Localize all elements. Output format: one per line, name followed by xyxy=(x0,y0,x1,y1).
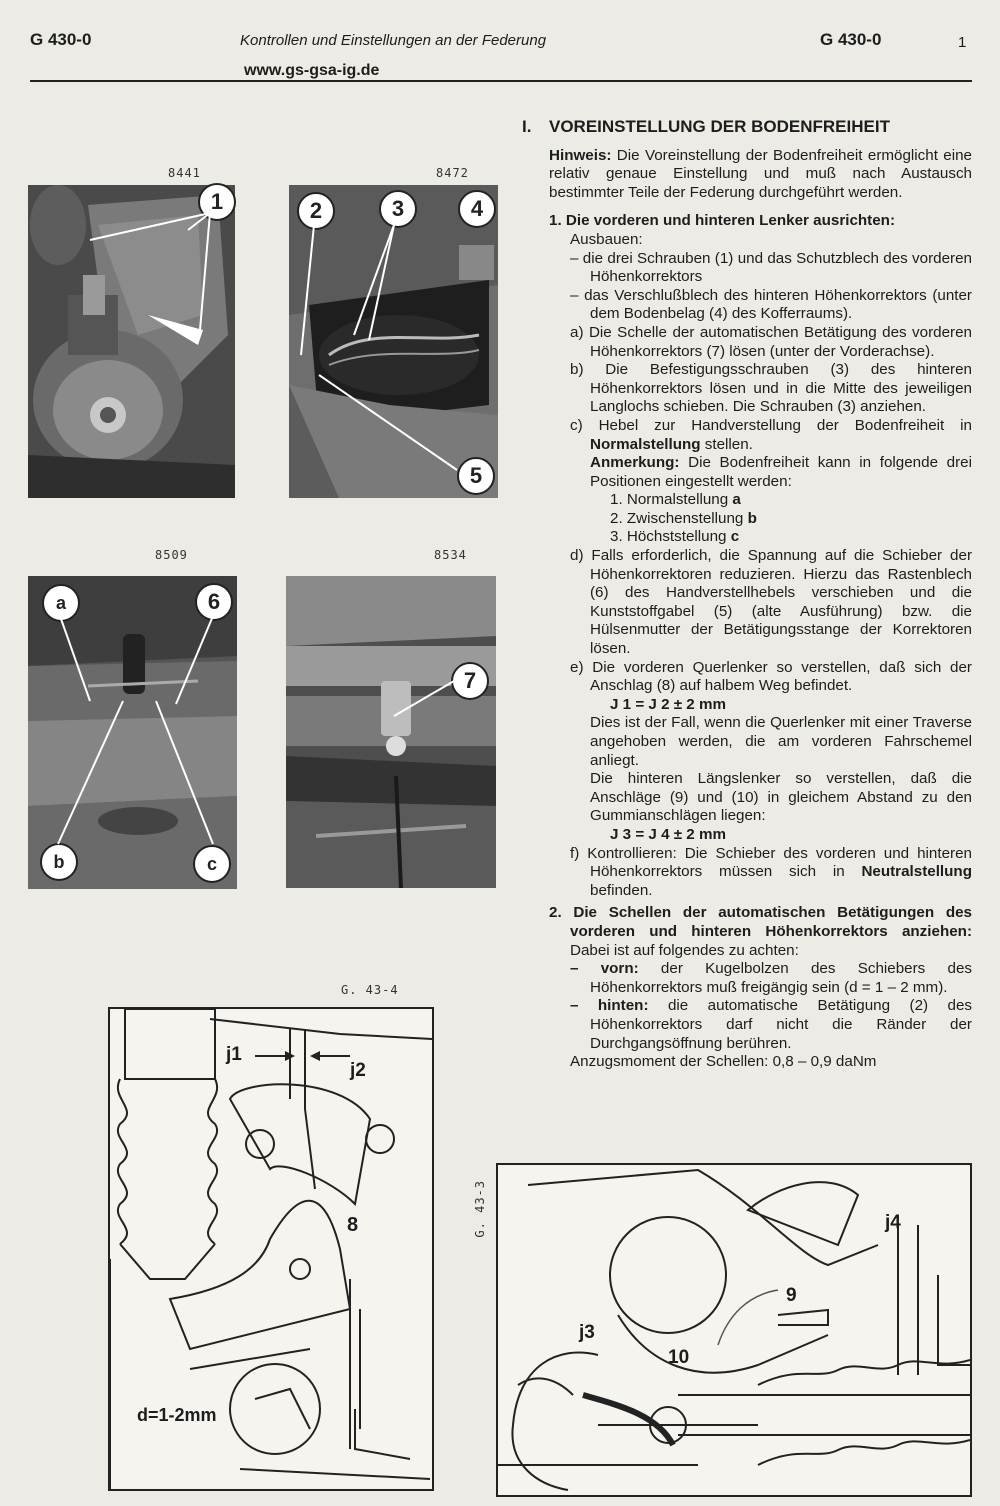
position-1-letter: a xyxy=(732,491,741,509)
arrows-j1-j2 xyxy=(250,1040,360,1070)
step-2-text: Dabei ist auf folgendes zu achten: xyxy=(570,941,799,959)
leader-lines-2 xyxy=(289,185,498,498)
callout-c: c xyxy=(193,845,231,883)
step-2-paragraph xyxy=(522,904,972,960)
label-9: 9 xyxy=(786,1285,797,1306)
header-rule xyxy=(30,80,972,82)
leader-lines-1 xyxy=(60,195,220,345)
position-3-letter: c xyxy=(730,528,740,546)
anmerkung-paragraph xyxy=(522,454,972,491)
vorn-text: der Kugelbolzen des Schiebers des Höhenkorrektors muß freigängig sein (d = 1 – 2 mm). xyxy=(590,960,972,996)
step-2-heading: 2. Die Schellen der automatischen Betätigungen des vorderen und hinteren Höhenkorrektors anziehen: xyxy=(549,904,972,940)
step-e: e) Die vorderen Querlenker so verstellen, daß sich der Anschlag (8) auf halbem Weg befindet. xyxy=(570,658,972,695)
callout-3: 3 xyxy=(379,190,417,228)
position-1 xyxy=(522,491,972,510)
instructions-column xyxy=(522,118,972,1072)
position-2 xyxy=(522,510,972,529)
photo-number-8472: 8472 xyxy=(436,166,469,180)
callout-5: 5 xyxy=(457,457,495,495)
photo-number-8509: 8509 xyxy=(155,548,188,562)
label-j2: j2 xyxy=(350,1060,366,1081)
hinten-text: die automatische Betätigung (2) des Höhenkorrektors darf nicht die Ränder der Durchgangsöffnung berühren. xyxy=(590,997,973,1052)
step-f-text: f) Kontrollieren: Die Schieber des vorderen und hinteren Höhenkorrektors müssen sich in xyxy=(570,844,972,881)
formula-j3-j4: J 3 = J 4 ± 2 mm xyxy=(610,825,726,843)
callout-6: 6 xyxy=(195,583,233,621)
step-f-bold: Neutralstellung xyxy=(861,863,972,881)
section-title: VOREINSTELLUNG DER BODENFREIHEIT xyxy=(549,117,890,136)
label-d: d=1-2mm xyxy=(137,1405,217,1425)
callout-1: 1 xyxy=(198,183,236,221)
doc-code-left: G 430-0 xyxy=(30,30,92,49)
step-f xyxy=(522,845,972,901)
label-j3: j3 xyxy=(579,1322,595,1343)
position-2-text: 2. Zwischenstellung xyxy=(610,509,748,527)
leader-lines-4 xyxy=(286,576,496,888)
step-e-note-1: Dies ist der Fall, wenn die Querlenker mit einer Traverse angehoben werden, die am vorderen Fahrschemel anliegt. xyxy=(590,714,972,769)
callout-a: a xyxy=(42,584,80,622)
photo-number-8441: 8441 xyxy=(168,166,201,180)
step-c-bold: Normalstellung xyxy=(590,435,701,453)
step-1-heading: 1. Die vorderen und hinteren Lenker ausrichten: xyxy=(549,212,896,230)
position-3 xyxy=(522,528,972,547)
formula-j1-j2: J 1 = J 2 ± 2 mm xyxy=(610,695,726,713)
label-j1: j1 xyxy=(226,1044,242,1065)
label-10: 10 xyxy=(668,1347,690,1368)
anmerkung-text: Die Bodenfreiheit kann in folgende drei Positionen eingestellt werden: xyxy=(590,454,972,490)
step-d: d) Falls erforderlich, die Spannung auf die Schieber der Höhenkorrektoren reduzieren. Hierzu das Rastenblech (6) des Handverstellhebels verschieben und die Kunststoffgabel (5) (alte Ausführung) bzw. die Hülsenmutter der Betätigungsstange der Korrektoren lösen. xyxy=(570,547,972,658)
callout-7: 7 xyxy=(451,662,489,700)
anmerkung-label: Anmerkung: xyxy=(590,454,680,472)
hinweis-label: Hinweis: xyxy=(549,146,612,164)
page-title: Kontrollen und Einstellungen an der Federung xyxy=(240,32,547,49)
figure-label-g43-3: G. 43-3 xyxy=(473,1180,487,1238)
step-f-end: befinden. xyxy=(590,881,653,899)
callout-2: 2 xyxy=(297,192,335,230)
position-2-letter: b xyxy=(747,509,757,527)
vorn-label: – vorn: xyxy=(570,960,639,978)
hinweis-paragraph xyxy=(522,147,972,203)
label-j4: j4 xyxy=(885,1212,901,1233)
website-url[interactable]: www.gs-gsa-ig.de xyxy=(244,62,380,79)
ausbauen-label: Ausbauen: xyxy=(570,230,643,248)
position-1-text: 1. Normalstellung xyxy=(610,491,733,509)
photo-number-8534: 8534 xyxy=(434,548,467,562)
dash-item-2: – das Verschlußblech des hinteren Höhenkorrektors (unter dem Bodenbelag (4) des Kofferraums). xyxy=(570,286,972,323)
torque-spec: Anzugsmoment der Schellen: 0,8 – 0,9 daNm xyxy=(570,1053,877,1071)
step-c xyxy=(522,417,972,454)
step-c-end: stellen. xyxy=(700,435,753,453)
label-8: 8 xyxy=(347,1214,359,1236)
position-3-text: 3. Höchststellung xyxy=(610,528,731,546)
hinweis-text: Die Voreinstellung der Bodenfreiheit ermöglicht eine relativ genaue Einstellung und muß nach Austausch bestimmter Teile der Federung durchgeführt werden. xyxy=(549,146,972,201)
callout-4: 4 xyxy=(458,190,496,228)
leader-lines-3 xyxy=(28,576,237,889)
section-number: I. xyxy=(522,117,532,136)
step-a: a) Die Schelle der automatischen Betätigung des vorderen Höhenkorrektors (7) lösen (unter der Vorderachse). xyxy=(570,323,972,360)
callout-b: b xyxy=(40,843,78,881)
vorn-paragraph xyxy=(522,960,972,997)
step-c-text: c) Hebel zur Handverstellung der Bodenfreiheit in xyxy=(570,416,972,434)
page-number: 1 xyxy=(958,34,967,51)
hinten-paragraph xyxy=(522,997,972,1053)
dash-item-1: – die drei Schrauben (1) und das Schutzblech des vorderen Höhenkorrektors xyxy=(570,249,972,286)
section-heading xyxy=(522,118,972,137)
step-e-note-2: Die hinteren Längslenker so verstellen, daß die Anschläge (9) und (10) in gleichem Abstand zu den Gummianschlägen liegen: xyxy=(590,770,972,825)
figure-label-g43-4: G. 43-4 xyxy=(341,983,399,997)
hinten-label: – hinten: xyxy=(570,997,649,1015)
doc-code-right: G 430-0 xyxy=(820,30,882,49)
step-b: b) Die Befestigungsschrauben (3) des hinteren Höhenkorrektors lösen und in die Mitte des jeweiligen Langlochs schieben. Die Schrauben (3) anziehen. xyxy=(570,361,972,416)
